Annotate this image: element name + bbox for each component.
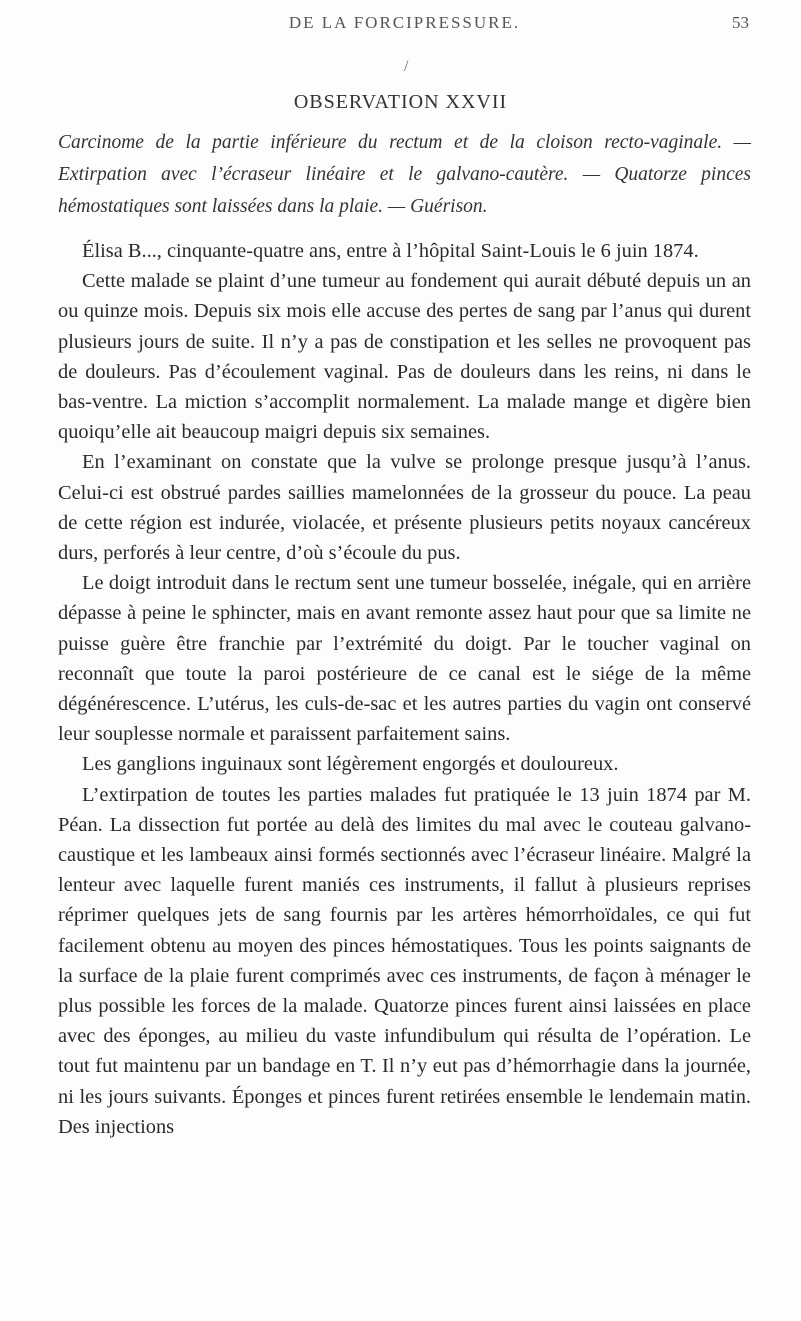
running-head — [60, 10, 749, 40]
running-title: DE LA FORCIPRESSURE. — [288, 13, 521, 32]
paragraph-ganglions: Les ganglions inguinaux sont légèrement engorgés et douloureux. — [82, 753, 619, 776]
paragraph-history: Cette malade se plaint d’une tumeur au fondement qui aurait débuté depuis un an ou quinze mois. Depuis six mois elle accuse des pertes de sang par l’anus qui durent plusieurs jours de suite. Il n’y a pas de constipation et les selles ne provoquent pas de douleurs. Pas d’écoulement vaginal. Pas de douleurs dans les reins, ni dans le bas-ventre. La miction s’accomplit normalement. La malade mange et digère bien quoiqu’elle ait beaucoup maigri depuis six semaines. — [58, 270, 751, 444]
observation-title: OBSERVATION XXVII — [293, 91, 508, 113]
paragraph-operation: L’extirpation de toutes les parties malades fut pratiquée le 13 juin 1874 par M. Péan. La dissection fut portée au delà des limites du mal avec le couteau galvano-caustique et les lambeaux ainsi formés sectionnés avec l’écraseur linéaire. Malgré la lenteur avec laquelle furent maniés ces instruments, il fallut à plusieurs reprises réprimer quelques jets de sang fournis par les artères hémorrhoïdales, ce qui fut facilement obtenu au moyen des pinces hémostatiques. Tous les points saignants de la surface de la plaie furent comprimés avec ces instruments, de façon à ménager le plus possible les forces de la malade. Quatorze pinces furent ainsi laissées en place avec des éponges, au milieu du vaste infundibulum qui résulta de l’opération. Le tout fut maintenu par un bandage en T. Il n’y eut pas d’hémorrhagie dans la journée, ni les jours suivants. Éponges et pinces furent retirées ensemble le lendemain matin. Des injections — [58, 783, 751, 1138]
stray-mark: / — [404, 58, 409, 75]
paragraph-patient-intro: Élisa B..., cinquante-quatre ans, entre à l’hôpital Saint-Louis le 6 juin 1874. — [82, 240, 699, 262]
page-number: 53 — [732, 13, 749, 32]
paragraph-rectal-exam: Le doigt introduit dans le rectum sent une tumeur bosselée, inégale, qui en arrière dépasse à peine le sphincter, mais en avant remonte assez haut pour que sa limite ne puisse guère être franchie par l’extrémité du doigt. Par le toucher vaginal on reconnaît que toute la paroi postérieure de ce canal est le siége de la même dégénérescence. L’utérus, les culs-de-sac et les autres parties du vagin ont conservé leur souplesse normale et paraissent parfaitement sains. — [58, 572, 751, 746]
observation-body — [58, 236, 751, 1142]
observation-summary: Carcinome de la partie inférieure du rectum et de la cloison recto-vaginale. — Extirpation avec l’écraseur linéaire et le galvano-cautère. — Quatorze pinces hémostatiques sont laissées dans la plaie. — Guérison. — [58, 132, 751, 217]
paragraph-examination: En l’examinant on constate que la vulve se prolonge presque jusqu’à l’anus. Celui-ci est obstrué pardes saillies mamelonnées de la grosseur du pouce. La peau de cette région est indurée, violacée, et présente plusieurs petits noyaux cancéreux durs, perforés à leur centre, d’où s’écoule du pus. — [58, 451, 751, 565]
